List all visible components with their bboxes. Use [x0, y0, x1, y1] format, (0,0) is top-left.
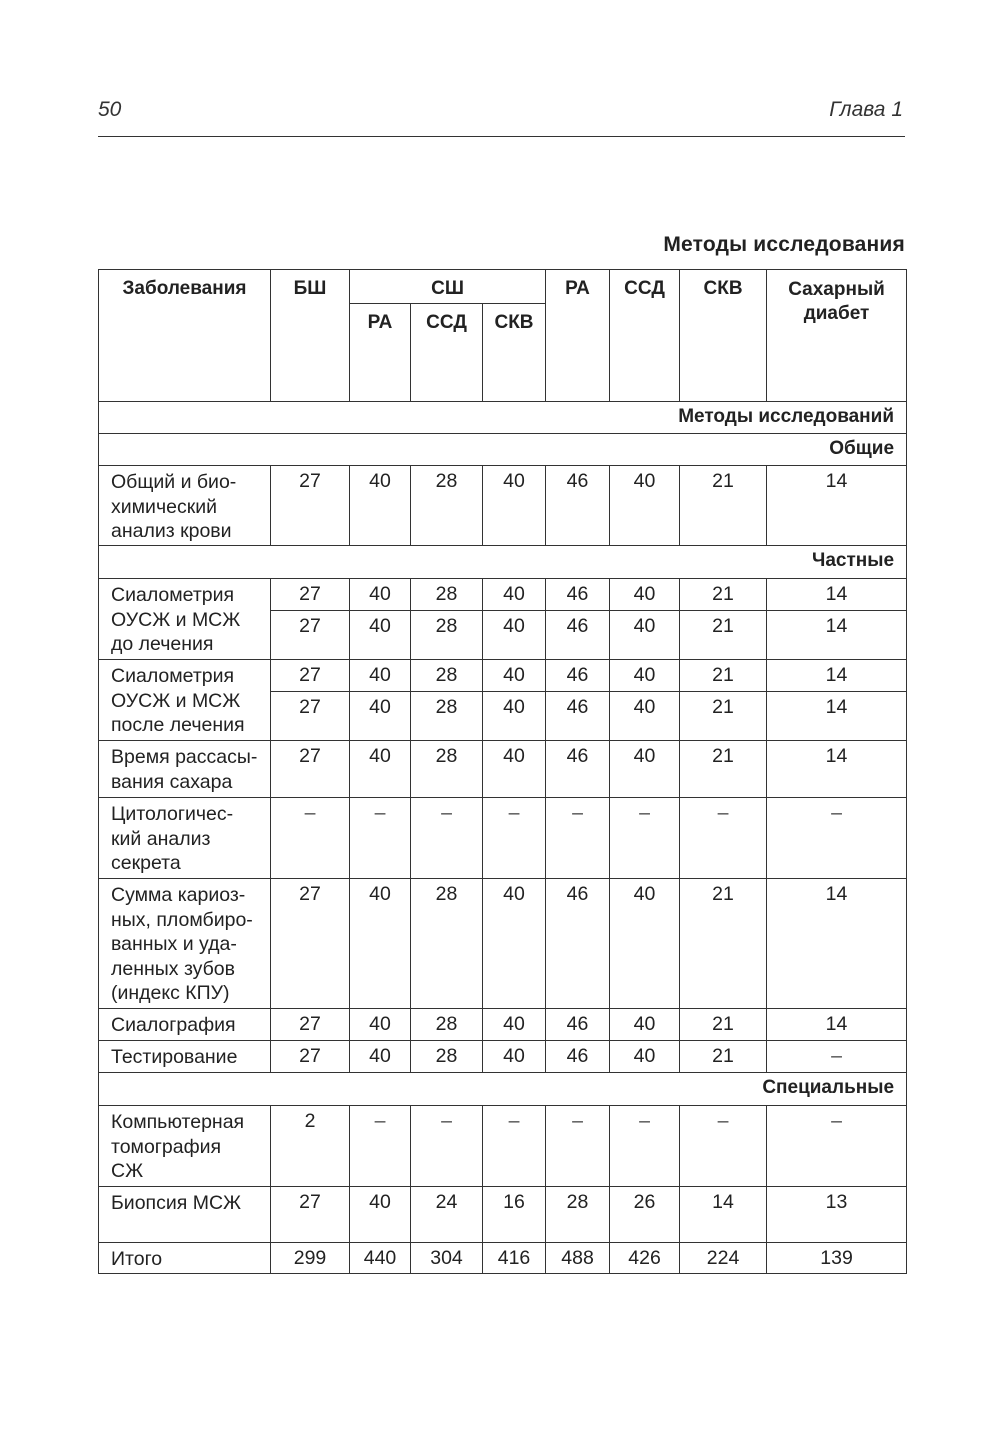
cell: 40 [610, 579, 680, 611]
methods-table [98, 269, 907, 1274]
label-line: секрета [111, 852, 181, 874]
label-line: до лечения [111, 633, 214, 655]
cell: 40 [610, 1041, 680, 1073]
cell: 40 [610, 692, 680, 741]
cell: 21 [680, 1009, 767, 1041]
cell: – [767, 1041, 907, 1073]
cell: 40 [483, 741, 546, 798]
row-label [99, 879, 271, 1009]
cell: 40 [350, 466, 411, 546]
cell: 46 [546, 1009, 610, 1041]
cell: 40 [610, 660, 680, 692]
section-row [99, 402, 907, 434]
cell: 27 [271, 741, 350, 798]
label-line: ОУСЖ и МСЖ [111, 689, 241, 712]
section-particular: Частные [99, 546, 907, 579]
cell: 28 [411, 692, 483, 741]
cell: 14 [680, 1187, 767, 1243]
label-line: СЖ [111, 1160, 144, 1182]
cell: 27 [271, 879, 350, 1009]
row-label [99, 660, 271, 741]
label-line: анализ крови [111, 520, 232, 542]
col-header-diabetes-line2: диабет [803, 303, 870, 324]
cell: 28 [411, 579, 483, 611]
cell: 46 [546, 1041, 610, 1073]
cell: 40 [610, 879, 680, 1009]
label-line: вания сахара [111, 770, 233, 793]
cell: – [767, 798, 907, 879]
cell: 299 [271, 1243, 350, 1274]
cell: 40 [610, 741, 680, 798]
cell: 46 [546, 579, 610, 611]
label-line: Сумма кариоз- [111, 884, 246, 906]
section-methods: Методы исследований [99, 402, 907, 434]
table-row [99, 1106, 907, 1187]
cell: 40 [350, 611, 411, 660]
cell: – [411, 798, 483, 879]
table-row [99, 660, 907, 692]
chapter-title: Глава 1 [829, 98, 903, 121]
cell: 27 [271, 611, 350, 660]
label-line: Сиалометрия [111, 584, 235, 606]
cell: – [680, 1106, 767, 1187]
label-line: томография [111, 1135, 222, 1158]
cell: 40 [350, 692, 411, 741]
cell: 40 [483, 660, 546, 692]
cell: 46 [546, 611, 610, 660]
col-header-ra: РА [546, 270, 610, 402]
col-header-diabetes-line1: Сахарный [788, 279, 885, 300]
label-line: ванных и уда- [111, 933, 237, 955]
cell: 40 [483, 466, 546, 546]
cell: – [350, 1106, 411, 1187]
cell: 40 [483, 1009, 546, 1041]
col-header-diseases: Заболевания [99, 270, 271, 402]
cell: 40 [483, 611, 546, 660]
table-row [99, 1041, 907, 1073]
col-header-ssh: СШ [350, 270, 546, 304]
cell: 27 [271, 1041, 350, 1073]
row-label: Биопсия МСЖ [99, 1187, 271, 1243]
cell: – [610, 798, 680, 879]
table-row [99, 466, 907, 546]
cell: 21 [680, 741, 767, 798]
label-line: ных, пломбиро- [111, 908, 253, 931]
cell: 40 [350, 879, 411, 1009]
cell: 40 [483, 1041, 546, 1073]
cell: 46 [546, 741, 610, 798]
row-label [99, 798, 271, 879]
cell: 40 [610, 466, 680, 546]
cell: 40 [483, 579, 546, 611]
col-header-ssh-ra: РА [350, 304, 411, 402]
cell: 21 [680, 660, 767, 692]
cell: 28 [411, 741, 483, 798]
cell: 40 [610, 611, 680, 660]
cell: 440 [350, 1243, 411, 1274]
cell: 139 [767, 1243, 907, 1274]
cell: 21 [680, 579, 767, 611]
label-line: после лечения [111, 714, 245, 736]
cell: 21 [680, 1041, 767, 1073]
label-line: кий анализ [111, 827, 211, 850]
label-line: Общий и био- [111, 471, 237, 493]
cell: 14 [767, 579, 907, 611]
col-header-skv: СКВ [680, 270, 767, 402]
label-line: Сиалометрия [111, 665, 235, 687]
section-row [99, 546, 907, 579]
table-row [99, 879, 907, 1009]
cell: 28 [546, 1187, 610, 1243]
cell: 24 [411, 1187, 483, 1243]
row-label: Сиалография [99, 1009, 271, 1041]
cell: – [680, 798, 767, 879]
cell: – [271, 798, 350, 879]
cell: 46 [546, 466, 610, 546]
cell: 40 [350, 660, 411, 692]
row-label [99, 579, 271, 660]
cell: 21 [680, 466, 767, 546]
cell: 27 [271, 660, 350, 692]
cell: 46 [546, 660, 610, 692]
label-line: Время рассасы- [111, 746, 258, 768]
section-special: Специальные [99, 1073, 907, 1106]
cell: 28 [411, 1009, 483, 1041]
page-number: 50 [98, 98, 122, 121]
section-general: Общие [99, 434, 907, 466]
col-header-diabetes [767, 270, 907, 402]
row-label: Тестирование [99, 1041, 271, 1073]
cell: 46 [546, 879, 610, 1009]
table-row [99, 798, 907, 879]
cell: – [767, 1106, 907, 1187]
cell: 14 [767, 692, 907, 741]
cell: 2 [271, 1106, 350, 1187]
cell: 14 [767, 466, 907, 546]
cell: 27 [271, 1009, 350, 1041]
row-label: Итого [99, 1243, 271, 1274]
cell: 28 [411, 466, 483, 546]
cell: 14 [767, 879, 907, 1009]
col-header-bsh: БШ [271, 270, 350, 402]
total-row [99, 1243, 907, 1274]
cell: 40 [483, 692, 546, 741]
cell: 14 [767, 611, 907, 660]
cell: 27 [271, 466, 350, 546]
label-line: (индекс КПУ) [111, 982, 230, 1004]
label-line: ОУСЖ и МСЖ [111, 608, 241, 631]
table-row [99, 1187, 907, 1243]
label-line: ленных зубов [111, 957, 236, 980]
header-row-1 [99, 270, 907, 304]
cell: – [350, 798, 411, 879]
cell: 27 [271, 579, 350, 611]
cell: 426 [610, 1243, 680, 1274]
cell: 28 [411, 1041, 483, 1073]
section-row [99, 1073, 907, 1106]
table-row [99, 741, 907, 798]
cell: 27 [271, 692, 350, 741]
cell: – [411, 1106, 483, 1187]
cell: 14 [767, 1009, 907, 1041]
running-head [98, 98, 905, 137]
table-row [99, 1009, 907, 1041]
cell: 27 [271, 1187, 350, 1243]
cell: – [610, 1106, 680, 1187]
cell: – [483, 798, 546, 879]
row-label [99, 466, 271, 546]
cell: 28 [411, 660, 483, 692]
label-line: химический [111, 495, 218, 518]
cell: 488 [546, 1243, 610, 1274]
col-header-ssh-ssd: ССД [411, 304, 483, 402]
cell: – [483, 1106, 546, 1187]
cell: 26 [610, 1187, 680, 1243]
row-label [99, 741, 271, 798]
cell: 28 [411, 879, 483, 1009]
cell: 14 [767, 660, 907, 692]
col-header-ssd: ССД [610, 270, 680, 402]
table-row [99, 579, 907, 611]
cell: 13 [767, 1187, 907, 1243]
row-label [99, 1106, 271, 1187]
cell: 40 [350, 1187, 411, 1243]
cell: 21 [680, 692, 767, 741]
cell: 16 [483, 1187, 546, 1243]
cell: 40 [610, 1009, 680, 1041]
cell: 304 [411, 1243, 483, 1274]
cell: 21 [680, 879, 767, 1009]
section-row [99, 434, 907, 466]
cell: 28 [411, 611, 483, 660]
cell: 40 [350, 741, 411, 798]
cell: – [546, 798, 610, 879]
cell: 416 [483, 1243, 546, 1274]
col-header-ssh-skv: СКВ [483, 304, 546, 402]
cell: 14 [767, 741, 907, 798]
label-line: Цитологичес- [111, 803, 234, 825]
cell: 224 [680, 1243, 767, 1274]
cell: 46 [546, 692, 610, 741]
cell: 40 [350, 1009, 411, 1041]
cell: 40 [350, 1041, 411, 1073]
label-line: Компьютерная [111, 1111, 245, 1133]
cell: 40 [483, 879, 546, 1009]
cell: 40 [350, 579, 411, 611]
table-caption: Методы исследования [663, 233, 905, 256]
cell: – [546, 1106, 610, 1187]
cell: 21 [680, 611, 767, 660]
